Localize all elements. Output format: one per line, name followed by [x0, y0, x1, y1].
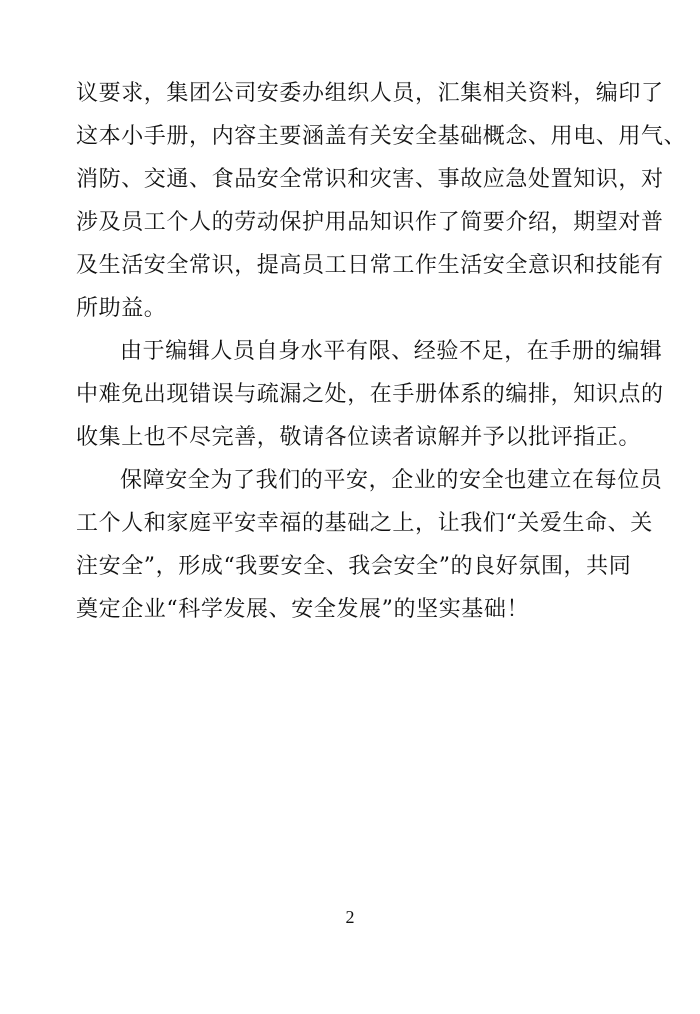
text-line: 保障安全为了我们的平安，企业的安全也建立在每位员 [120, 468, 663, 493]
paragraph-2 [76, 330, 664, 459]
text-line: 消防、交通、食品安全常识和灾害、事故应急处置知识，对 [76, 167, 664, 192]
text-line: 议要求，集团公司安委办组织人员，汇集相关资料，编印了 [76, 81, 664, 106]
page-number: 2 [345, 907, 355, 927]
paragraph-1 [76, 72, 687, 330]
text-line: 及生活安全常识，提高员工日常工作生活安全意识和技能有 [76, 253, 664, 278]
paragraph-3 [76, 459, 663, 631]
text-line: 涉及员工个人的劳动保护用品知识作了简要介绍，期望对普 [76, 210, 664, 235]
text-line: 由于编辑人员自身水平有限、经验不足，在手册的编辑 [120, 339, 663, 364]
text-line: 奠定企业“科学发展、安全发展”的坚实基础！ [76, 597, 530, 622]
text-line: 所助益。 [76, 296, 167, 321]
body-text [76, 72, 687, 631]
text-line: 中难免出现错误与疏漏之处，在手册体系的编排，知识点的 [76, 382, 664, 407]
text-line: 工个人和家庭平安幸福的基础之上，让我们“关爱生命、关 [76, 511, 653, 536]
text-line: 这本小手册，内容主要涵盖有关安全基础概念、用电、用气、 [76, 124, 687, 149]
text-line: 收集上也不尽完善，敬请各位读者谅解并予以批评指正。 [76, 425, 642, 450]
text-line: 注安全”，形成“我要安全、我会安全”的良好氛围，共同 [76, 554, 632, 579]
